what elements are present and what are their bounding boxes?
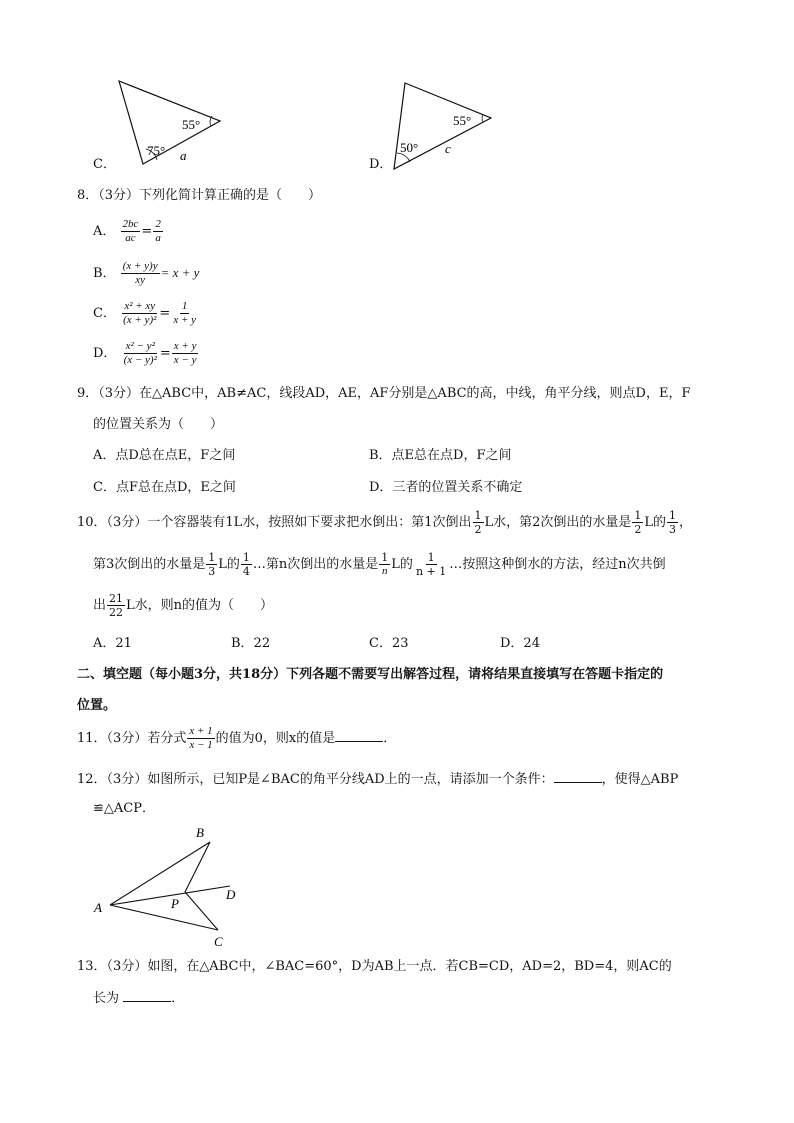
- q7d-side-c: c: [445, 141, 451, 156]
- q12-label-c: C: [214, 934, 223, 949]
- q8-option-d: D． $\frac{\text{x² − y²}}{\text{(x − y)²}}$ = $\frac{x + y}{x - y}$: [93, 340, 197, 366]
- q10-option-a: A．21: [93, 636, 132, 651]
- q13-answer-blank: [123, 989, 171, 1002]
- q12-answer-blank: [554, 770, 602, 783]
- q12-label-p: P: [171, 896, 179, 911]
- q9-option-a: A．点D总在点E，F之间: [93, 448, 236, 463]
- q7c-angle-75: 75°: [147, 143, 166, 158]
- q11-stem: 11．（3分）若分式 $\frac{x + 1}{x - 1}$ 的值为0，则x的值是 ．: [77, 725, 397, 751]
- section2-heading-line1: 二、填空题（每小题3分，共18分）下列各题不需要写出解答过程，请将结果直接填写在答题卡指定的: [77, 667, 664, 682]
- q12-label-b: B: [196, 825, 204, 840]
- q13-stem-line1: 13．（3分）如图，在△ABC中，∠BAC=60°，D为AB上一点．若CB=CD，AD=2，BD=4，则AC的: [77, 959, 672, 974]
- q12-label-d: D: [226, 887, 236, 902]
- q10-option-c: C．23: [369, 636, 409, 651]
- q10-line2: 第3次倒出的水量是 $\frac{1}{3}$ L的 $\frac{1}{4}$ …第n次倒出的水量是 $\frac{1}{n}$ L的 $\frac{1}{n + 1}$ …按照这种倒水的方法，经过n次共倒: [93, 551, 666, 578]
- q7d-angle-55: 55°: [453, 113, 472, 128]
- q12-figure: [88, 822, 248, 950]
- q7c-side-a: a: [180, 148, 187, 163]
- q10-option-d: D．24: [500, 636, 540, 651]
- q9-option-b: B．点E总在点D，F之间: [369, 448, 512, 463]
- q10-line1: 10．（3分）一个容器装有1L水，按照如下要求把水倒出：第1次倒出 $\frac{1}{2}$ L水，第2次倒出的水量是 $\frac{1}{2}$ L的 $\frac{1}{3}$ ，: [77, 509, 693, 536]
- q13-stem-line2: 长为 ．: [93, 991, 185, 1006]
- q7-option-d-label: D．: [369, 157, 393, 172]
- q11-answer-blank: [335, 729, 383, 742]
- q8-option-b: B． $\frac{(x + y)y}{xy}$ = x + y: [93, 260, 200, 286]
- q8-option-c: C． $\frac{\text{x² + xy}}{\text{(x + y)²}}$ = $\frac{1}{x + y}$: [93, 300, 196, 326]
- q8-option-a: A． $\frac{2bc}{ac}$ = $\frac{2}{a}$: [93, 218, 161, 244]
- q12-label-a: A: [94, 900, 102, 915]
- q9-stem-line1: 9．（3分）在△ABC中，AB≠AC，线段AD，AE，AF分别是△ABC的高，中线，角平分线，则点D，E，F: [77, 386, 691, 401]
- q9-stem-line2: 的位置关系为（ ）: [93, 417, 224, 432]
- q10-option-b: B．22: [231, 636, 271, 651]
- q12-stem-line2: ≌△ACP．: [93, 801, 155, 816]
- q7-option-c-label: C．: [93, 157, 116, 172]
- q10-line3: 出 $\frac{21}{22}$ L水，则n的值为（ ）: [93, 592, 274, 619]
- q9-option-c: C．点F总在点D，E之间: [93, 480, 236, 495]
- q7d-angle-50: 50°: [400, 140, 419, 155]
- q7-triangle-d: [388, 75, 503, 175]
- q12-stem-line1: 12．（3分）如图所示，已知P是∠BAC的角平分线AD上的一点，请添加一个条件： ，使得△ABP: [77, 772, 679, 787]
- section2-heading-line2: 位置。: [77, 698, 117, 713]
- q9-option-d: D．三者的位置关系不确定: [369, 480, 523, 495]
- q7-triangle-c: [110, 75, 235, 170]
- q7c-angle-55: 55°: [182, 117, 201, 132]
- q8-stem: 8．（3分）下列化简计算正确的是（ ）: [77, 188, 322, 203]
